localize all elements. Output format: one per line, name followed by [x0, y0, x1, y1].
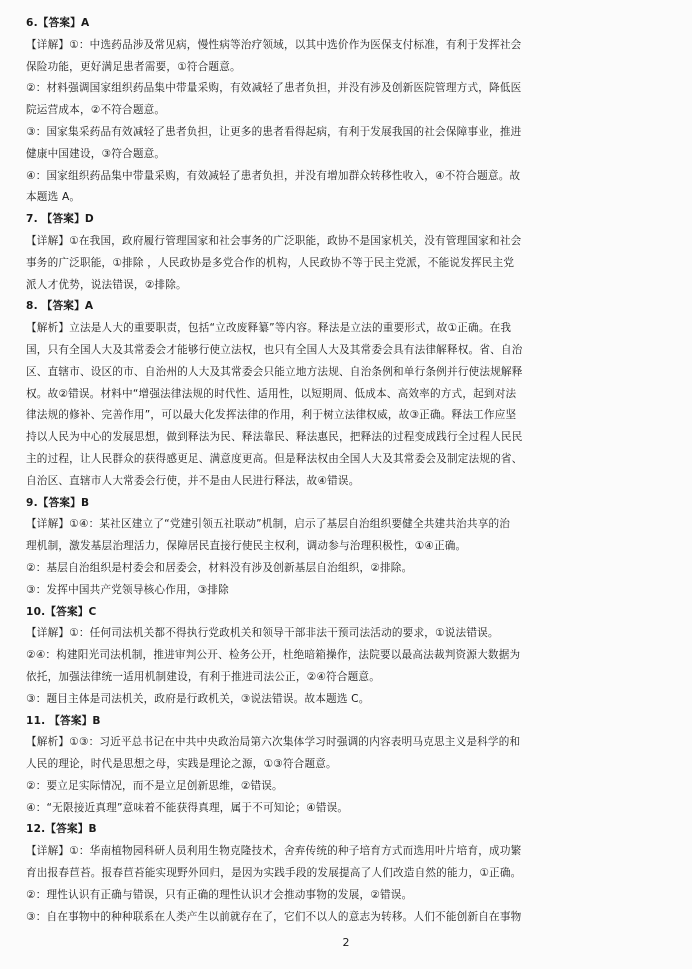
- question-answer-heading: 7. 【答案】D: [26, 213, 94, 226]
- question-answer-heading: 6.【答案】A: [26, 17, 90, 29]
- explanation-line: ②：材料强调国家组织药品集中带量采购，有效减轻了患者负担，并没有涉及创新医院管理方式，降低医: [26, 82, 522, 95]
- explanation-line: 区、直辖市、设区的市、自治州的人大及其常委会只能立地方法规、自治条例和单行条例并行使法规解释: [26, 365, 523, 378]
- question-answer-heading: 10.【答案】C: [26, 605, 97, 618]
- explanation-line: 主的过程，让人民群众的获得感更足、满意度更高。但是释法权由全国人大及其常委会及制定法规的省、: [26, 452, 523, 465]
- explanation-line: 依托，加强法律统一适用机制建设，有利于推进司法公正，②④符合题意。: [26, 670, 380, 683]
- explanation-line: 院运营成本，②不符合题意。: [26, 104, 166, 117]
- question-answer-heading: 8. 【答案】A: [26, 300, 94, 313]
- explanation-line: 权。故②错误。材料中“增强法律法规的时代性、适用性，以短期周、低成本、高效率的方式，起到对法: [26, 387, 517, 400]
- explanation-line: 保险功能，更好满足患者需要，①符合题意。: [26, 60, 241, 73]
- explanation-line: 【详解】①在我国，政府履行管理国家和社会事务的广泛职能，政协不是国家机关，没有管理国家和社会: [26, 234, 522, 247]
- explanation-line: ②：基层自治组织是村委会和居委会，材料没有涉及创新基层自治组织，②排除。: [26, 561, 413, 574]
- explanation-line: ④：“无限接近真理”意味着不能获得真理，属于不可知论；④错误。: [26, 801, 349, 814]
- explanation-line: 健康中国建设，③符合题意。: [26, 147, 166, 160]
- explanation-line: 事务的广泛职能，①排除 ，人民政协是多党合作的机构，人民政协不等于民主党派，不能说发挥民主党: [26, 256, 515, 269]
- explanation-line: ④：国家组织药品集中带量采购，有效减轻了患者负担，并没有增加群众转移性收入，④不符合题意。故: [26, 169, 521, 182]
- question-answer-heading: 11. 【答案】B: [26, 714, 101, 727]
- explanation-line: ②：理性认识有正确与错误，只有正确的理性认识才会推动事物的发展，②错误。: [26, 888, 413, 901]
- explanation-line: ②④：构建阳光司法机制，推进审判公开、检务公开，杜绝暗箱操作，法院要以最高法裁判资源大数据为: [26, 649, 521, 662]
- explanation-line: 自治区、直辖市人大常委会行使，并不是由人民进行释法，故④错误。: [26, 474, 360, 487]
- answer-text: [26, 13, 666, 928]
- explanation-line: ③：国家集采药品有效减轻了患者负担，让更多的患者看得起病，有利于发展我国的社会保障事业，推进: [26, 125, 522, 138]
- explanation-line: 【详解】①④：某社区建立了“党建引领五社联动”机制，启示了基层自治组织要健全共建共治共享的治: [26, 518, 511, 531]
- explanation-line: ③：自在事物中的种种联系在人类产生以前就存在了，它们不以人的意志为转移。人们不能创新自在事物: [26, 910, 522, 923]
- explanation-line: 国，只有全国人大及其常委会才能够行使立法权，也只有全国人大及其常委会具有法律解释权。省、自治: [26, 343, 523, 356]
- question-answer-heading: 12.【答案】B: [26, 823, 97, 836]
- explanation-line: ③：发挥中国共产党领导核心作用，③排除: [26, 583, 229, 596]
- explanation-line: 律法规的修补、完善作用”，可以最大化发挥法律的作用，利于树立法律权威，故③正确。释法工作应坚: [26, 409, 517, 422]
- explanation-line: 人民的理论，时代是思想之母，实践是理论之源，①③符合题意。: [26, 758, 337, 771]
- explanation-line: 【详解】①：任何司法机关都不得执行党政机关和领导干部非法干预司法活动的要求，①说法错误。: [26, 627, 499, 640]
- page-number: 2: [342, 936, 350, 949]
- explanation-line: 派人才优势，说法错误，②排除。: [26, 278, 187, 291]
- explanation-line: 持以人民为中心的发展思想，做到释法为民、释法靠民、释法惠民，把释法的过程变成践行全过程人民民: [26, 431, 523, 444]
- explanation-line: 理机制，激发基层治理活力，保障居民直接行使民主权利，调动参与治理积极性，①④正确。: [26, 540, 467, 553]
- explanation-line: 【解析】立法是人大的重要职责，包括“立改废释纂”等内容。释法是立法的重要形式，故①正确。在我: [26, 322, 512, 335]
- explanation-line: 【详解】①：中选药品涉及常见病，慢性病等治疗领域，以其中选价作为医保支付标准，有利于发挥社会: [26, 38, 522, 51]
- question-answer-heading: 9.【答案】B: [26, 496, 90, 509]
- explanation-line: 本题选 A。: [26, 191, 81, 204]
- explanation-line: ②：要立足实际情况，而不是立足创新思维，②错误。: [26, 779, 283, 792]
- explanation-line: 【详解】①：华南植物园科研人员利用生物克隆技术，舍弃传统的种子培育方式而选用叶片培育，成功繁: [26, 845, 522, 858]
- explanation-line: 【解析】①③：习近平总书记在中共中央政治局第六次集体学习时强调的内容表明马克思主义是科学的和: [26, 736, 521, 749]
- explanation-line: 育出报春苣苔。报春苣苔能实现野外回归，是因为实践手段的发展提高了人们改造自然的能力，①正确。: [26, 867, 522, 880]
- explanation-line: ③：题目主体是司法机关，政府是行政机关，③说法错误。故本题选 C。: [26, 692, 370, 705]
